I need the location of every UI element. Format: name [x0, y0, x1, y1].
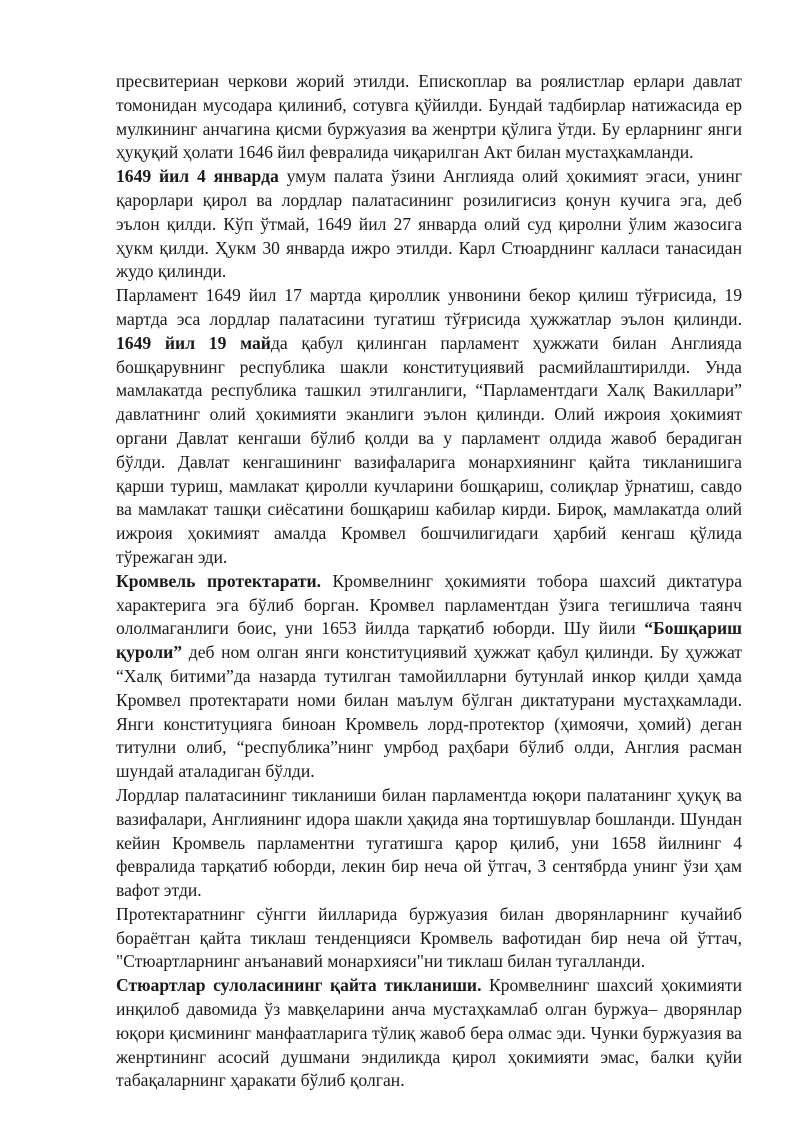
paragraph-7	[116, 974, 742, 1093]
paragraph-4-text-b: деб ном олган янги конституциявий ҳужжат қабул қилинди. Бу ҳужжат “Халқ битими”да назарда тутилган тамойилларни бутунлай инкор қилди ҳамда Кромвел протектарати номи билан маълум бўлган диктатурани мустаҳкамлади. Янги конституцияга биноан Кромвель лорд-протектор (ҳимоячи, ҳомий) деган титулни олиб, “республика”нинг умрбод раҳбари бўлиб олди, Англия расман шундай аталадиган бўлди.	[116, 642, 742, 782]
section-heading-stuart-restoration: Стюартлар сулоласининг қайта тикланиши.	[116, 975, 482, 996]
paragraph-7-text: Кромвелнинг шахсий ҳокимияти инқилоб давомида ўз мавқеларини анча мустаҳкамлаб олган буржуа– дворянлар юқори қисмининг манфаатларига тўлиқ жавоб бера олмас эди. Чунки буржуазия ва женртининг асосий душмани эндиликда қирол ҳокимияти эмас, балки қуйи табақаларнинг ҳаракати бўлиб қолган.	[116, 975, 743, 1091]
instrument-of-government-term: “Бошқариш қуроли”	[116, 618, 742, 663]
paragraph-1-text: пресвитериан черкови жорий этилди. Епископлар ва роялистлар ерлари давлат томонидан мусодара қилиниб, сотувга қўйилди. Бундай тадбирлар натижасида ер мулкининг анчагина қисми буржуазия ва женртри қўлига ўтди. Бу ерларнинг янги ҳуқуқий ҳолати 1646 йил февралида чиқарилган Акт билан мустаҳкамланди.	[116, 71, 742, 163]
paragraph-6-text: Протектаратнинг сўнгги йилларида буржуазия билан дворянларнинг кучайиб бораётган қайта тиклаш тенденцияси Кромвель вафотидан бир неча ой ўттач, "Стюартларнинг анъанавий монархияси"ни тиклаш билан тугалланди.	[116, 903, 742, 972]
paragraph-1	[116, 70, 742, 165]
paragraph-2	[116, 165, 742, 284]
section-heading-cromwell-protectorate: Кромвель протектарати.	[116, 570, 322, 591]
paragraph-2-text: умум палата ўзини Англияда олий ҳокимият эгаси, унинг қарорлари қирол ва лордлар палатасининг розилигисиз қонун кучига эга, деб эълон қилди. Кўп ўтмай, 1649 йил 27 январда олий суд қиролни ўлим жазосига ҳукм қилди. Ҳукм 30 январда ижро этилди. Карл Стюарднинг калласи танасидан жудо қилинди.	[116, 166, 742, 282]
date-heading-jan-4-1649: 1649 йил 4 январда	[116, 166, 279, 187]
document-page	[116, 70, 742, 1093]
paragraph-4	[116, 570, 742, 784]
paragraph-3-text-b: да қабул қилинган парламент ҳужжати билан Англияда бошқарувнинг республика шакли конституциявий расмийлаштирилди. Унда мамлакатда республика ташкил этилганлиги, “Парламентдаги Халқ Вакиллари” давлатнинг олий ҳокимияти эканлиги эълон қилинди. Олий ижроия ҳокимият органи Давлат кенгаши бўлиб қолди ва у парламент олдида жавоб берадиган бўлди. Давлат кенгашининг вазифаларига монархиянинг қайта тикланишига қарши туриш, мамлакат қиролли кучларини бошқариш, солиқлар ўрнатиш, савдо ва мамлакат ташқи сиёсатини бошқариш кабилар кирди. Бироқ, мамлакатда олий ижроия ҳокимият амалда Кромвел бошчилигидаги ҳарбий кенгаш қўлида тўрежаган эди.	[116, 332, 742, 567]
paragraph-5	[116, 784, 742, 903]
paragraph-6	[116, 903, 742, 974]
date-may-19-1649: 1649 йил 19 май	[116, 332, 271, 353]
paragraph-4-text-a: Кромвелнинг ҳокимияти тобора шахсий диктатура характерига эга бўлиб борган. Кромвел парламентдан ўзига тегишлича таянч ололмаганлиги боис, уни 1653 йилда тарқатиб юборди. Шу йили	[116, 570, 742, 639]
paragraph-3-text-a: Парламент 1649 йил 17 мартда қироллик унвонини бекор қилиш тўғрисида, 19 мартда эса лордлар палатасини тугатиш тўғрисида ҳужжатлар эълон қилинди.	[116, 285, 742, 329]
paragraph-3	[116, 284, 742, 570]
paragraph-5-text: Лордлар палатасининг тикланиши билан парламентда юқори палатанинг ҳуқуқ ва вазифалари, Англиянинг идора шакли ҳақида яна тортишувлар бошланди. Шундан кейин Кромвель парламентни тугатишга қарор қилиб, уни 1658 йилнинг 4 февралида тарқатиб юборди, лекин бир неча ой ўтгач, 3 сентябрда унинг ўзи ҳам вафот этди.	[116, 784, 742, 901]
